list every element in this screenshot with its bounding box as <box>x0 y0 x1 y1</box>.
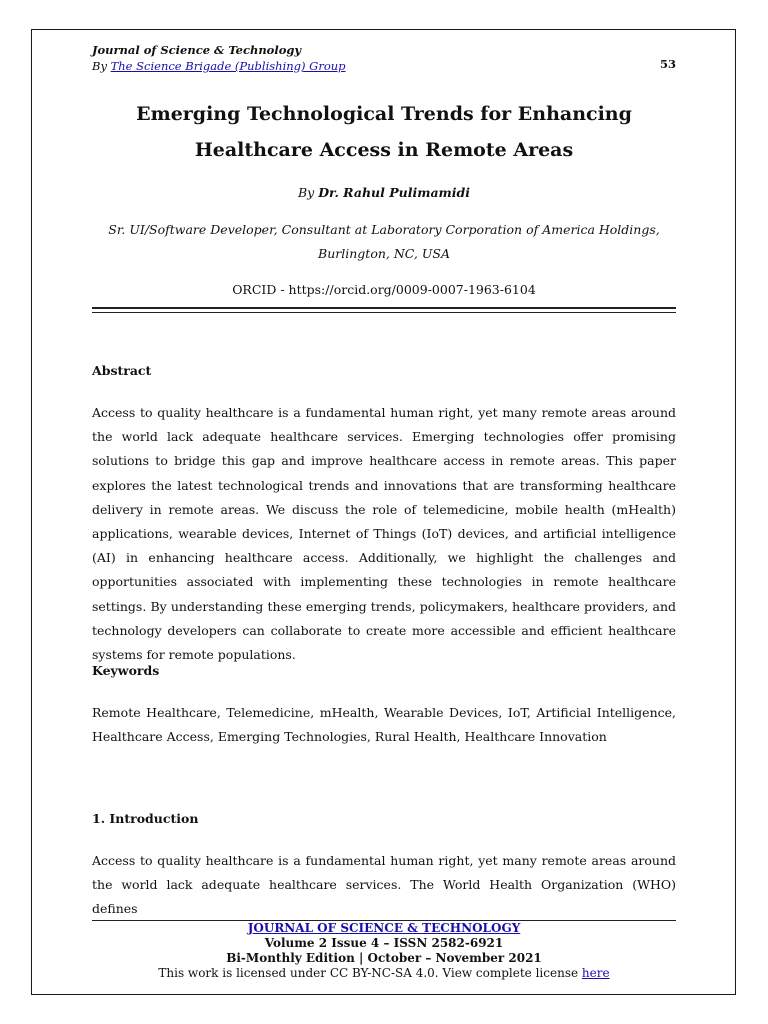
paper-title: Emerging Technological Trends for Enhancing Healthcare Access in Remote Areas <box>136 103 632 161</box>
title-rule-thick <box>92 307 676 309</box>
abstract-text: Access to quality healthcare is a fundamental human right, yet many remote areas around the world lack adequate healthcare services. Emerging technologies offer promising solutions to bridge this gap and improve healthcare access in remote areas. This paper explores the latest technological trends and innovations that are transforming healthcare delivery in remote areas. We discuss the role of telemedicine, mobile health (mHealth) applications, wearable devices, Internet of Things (IoT) devices, and artificial intelligence (AI) in enhancing healthcare access. Additionally, we highlight the challenges and opportunities associated with implementing these technologies in remote healthcare settings. By understanding these emerging trends, policymakers, healthcare providers, and technology developers can collaborate to create more accessible and efficient healthcare systems for remote populations. <box>92 405 676 663</box>
journal-name: Journal of Science & Technology <box>92 43 302 57</box>
introduction-heading: 1. Introduction <box>92 811 199 826</box>
author-name: Dr. Rahul Pulimamidi <box>318 185 471 200</box>
by-label: By <box>92 59 107 73</box>
publisher-link[interactable]: The Science Brigade (Publishing) Group <box>110 59 346 73</box>
footer-edition: Bi-Monthly Edition | October – November 2021 <box>226 951 542 965</box>
license-link[interactable]: here <box>581 966 610 980</box>
author-line <box>92 185 676 200</box>
license-text: This work is licensed under CC BY-NC-SA 4.0. View complete license <box>158 966 579 980</box>
title-rule-thin <box>92 312 676 313</box>
footer-journal-link[interactable]: JOURNAL OF SCIENCE & TECHNOLOGY <box>247 921 521 935</box>
page-number: 53 <box>659 57 676 71</box>
running-header <box>92 42 676 74</box>
author-prefix: By <box>297 185 315 200</box>
abstract-heading: Abstract <box>92 363 152 378</box>
orcid: ORCID - https://orcid.org/0009-0007-1963-6104 <box>232 282 536 297</box>
keywords-heading: Keywords <box>92 663 160 678</box>
footer-license <box>92 966 676 981</box>
keywords-text: Remote Healthcare, Telemedicine, mHealth, Wearable Devices, IoT, Artificial Intelligence, Healthcare Access, Emerging Technologies, Rural Health, Healthcare Innovation <box>92 705 676 745</box>
author-affiliation: Sr. UI/Software Developer, Consultant at Laboratory Corporation of America Holdings, Burlington, NC, USA <box>108 222 660 261</box>
footer-volume: Volume 2 Issue 4 – ISSN 2582-6921 <box>264 936 504 950</box>
footer <box>92 921 676 981</box>
introduction-text: Access to quality healthcare is a fundamental human right, yet many remote areas around the world lack adequate healthcare services. The World Health Organization (WHO) defines <box>92 853 676 917</box>
